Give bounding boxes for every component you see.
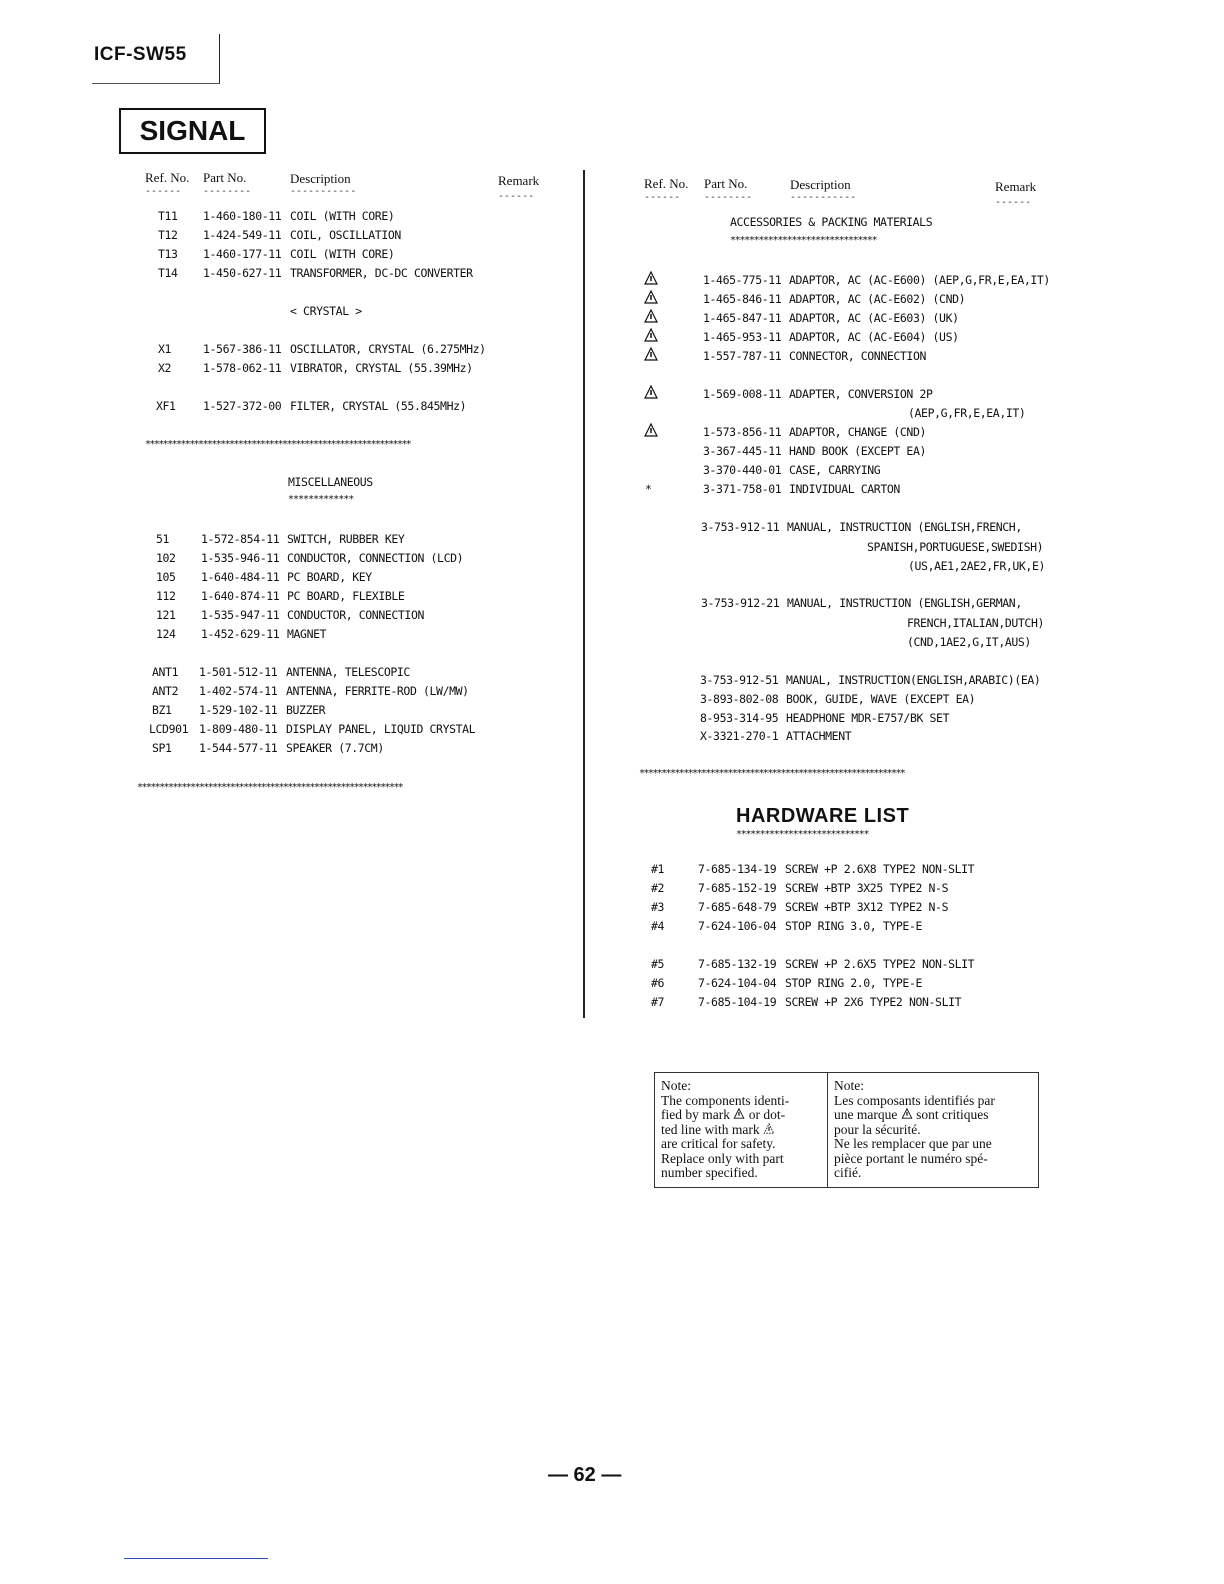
part-no: 1-465-847-11 [703, 311, 782, 325]
hardware-stars: **************************** [736, 829, 869, 840]
note-line: Ne les remplacer que par une [834, 1136, 992, 1151]
col-desc-header: Description [790, 177, 851, 192]
dash-rule: ------ [995, 197, 1032, 208]
part-no: 1-460-180-11 [203, 209, 282, 223]
col-ref-header: Ref. No. [145, 170, 190, 185]
safety-warning-icon [644, 290, 658, 304]
description: SCREW +BTP 3X12 TYPE2 N-S [785, 900, 949, 914]
description: SPEAKER (7.7CM) [286, 741, 384, 755]
description: HAND BOOK (EXCEPT EA) [789, 444, 926, 458]
description: ANTENNA, FERRITE-ROD (LW/MW) [286, 684, 469, 698]
description: SCREW +P 2.6X5 TYPE2 NON-SLIT [785, 957, 975, 971]
description-cont: (CND,1AE2,G,IT,AUS) [907, 635, 1031, 649]
ref-no: #1 [651, 862, 665, 876]
ref-no: 105 [156, 570, 176, 584]
dash-rule: -------- [203, 186, 252, 197]
part-no: 7-624-106-04 [698, 919, 777, 933]
part-no: 1-460-177-11 [203, 247, 282, 261]
safety-warning-icon [644, 423, 658, 437]
dash-rule: ------ [145, 186, 182, 197]
ref-no: 124 [156, 627, 176, 641]
description: ADAPTOR, AC (AC-E600) (AEP,G,FR,E,EA,IT) [789, 273, 1050, 287]
description: ANTENNA, TELESCOPIC [286, 665, 410, 679]
description: PC BOARD, FLEXIBLE [287, 589, 405, 603]
accessories-subtitle: ACCESSORIES & PACKING MATERIALS [730, 215, 933, 229]
description: ADAPTOR, AC (AC-E604) (US) [789, 330, 959, 344]
part-no: 1-465-953-11 [703, 330, 782, 344]
description: STOP RING 3.0, TYPE-E [785, 919, 922, 933]
ref-no: 121 [156, 608, 176, 622]
dash-rule: ----------- [290, 186, 357, 197]
ref-no: T14 [158, 266, 178, 280]
ref-no: ANT1 [152, 665, 179, 679]
description: SWITCH, RUBBER KEY [287, 532, 405, 546]
description: STOP RING 2.0, TYPE-E [785, 976, 922, 990]
safety-warning-icon [644, 271, 658, 285]
accessories-stars: ******************************* [730, 235, 877, 246]
ref-no: 51 [156, 532, 170, 546]
part-no: 3-371-758-01 [703, 482, 782, 496]
description-cont: FRENCH,ITALIAN,DUTCH) [907, 616, 1044, 630]
note-line: pour la sécurité. [834, 1121, 921, 1137]
crystal-subtitle: < CRYSTAL > [290, 304, 362, 318]
note-line: The components identi- [661, 1092, 790, 1108]
part-no: 1-529-102-11 [199, 703, 278, 717]
part-no: 1-535-946-11 [201, 551, 280, 565]
part-no: 1-450-627-11 [203, 266, 282, 280]
safety-warning-icon [644, 347, 658, 361]
part-no: 7-685-134-19 [698, 862, 777, 876]
safety-warning-icon [644, 309, 658, 323]
note-english [655, 1073, 828, 1187]
description: COIL, OSCILLATION [290, 228, 401, 242]
description: FILTER, CRYSTAL (55.845MHz) [290, 399, 467, 413]
description: CASE, CARRYING [789, 463, 881, 477]
safety-warning-icon [644, 328, 658, 342]
part-no: 7-685-648-79 [698, 900, 777, 914]
part-no: 1-640-874-11 [201, 589, 280, 603]
part-no: 1-535-947-11 [201, 608, 280, 622]
ref-no: #6 [651, 976, 665, 990]
description: ADAPTOR, AC (AC-E603) (UK) [789, 311, 959, 325]
part-no: 1-402-574-11 [199, 684, 278, 698]
part-no: 1-557-787-11 [703, 349, 782, 363]
part-no: 7-685-132-19 [698, 957, 777, 971]
description: OSCILLATOR, CRYSTAL (6.275MHz) [290, 342, 486, 356]
description-cont: (US,AE1,2AE2,FR,UK,E) [908, 559, 1045, 573]
description: ADAPTOR, CHANGE (CND) [789, 425, 926, 439]
description: CONDUCTOR, CONNECTION (LCD) [287, 551, 464, 565]
part-no: 7-685-152-19 [698, 881, 777, 895]
part-no: 1-578-062-11 [203, 361, 282, 375]
part-no: 1-809-480-11 [199, 722, 278, 736]
col-desc-header: Description [290, 171, 351, 186]
part-no: 3-753-912-51 [700, 673, 779, 687]
misc-stars: ************* [288, 494, 354, 505]
description: DISPLAY PANEL, LIQUID CRYSTAL [286, 722, 476, 736]
description-cont: (AEP,G,FR,E,EA,IT) [908, 406, 1026, 420]
note-title: Note: [661, 1078, 691, 1093]
description: VIBRATOR, CRYSTAL (55.39MHz) [290, 361, 473, 375]
description: BOOK, GUIDE, WAVE (EXCEPT EA) [786, 692, 976, 706]
description: INDIVIDUAL CARTON [789, 482, 900, 496]
separator-stars: ************************************************************ [639, 768, 905, 779]
dash-rule: ------ [498, 191, 535, 202]
note-line: Les composants identifiés par [834, 1092, 995, 1108]
ref-no: #3 [651, 900, 665, 914]
misc-subtitle: MISCELLANEOUS [288, 475, 373, 489]
safety-warning-icon [763, 1123, 775, 1134]
part-no: 3-367-445-11 [703, 444, 782, 458]
description-cont: SPANISH,PORTUGUESE,SWEDISH) [867, 540, 1044, 554]
separator-stars: ************************************************************ [145, 439, 411, 450]
description: HEADPHONE MDR-E757/BK SET [786, 711, 950, 725]
safety-warning-icon [901, 1108, 913, 1119]
description: ATTACHMENT [786, 729, 852, 743]
safety-warning-icon [733, 1108, 745, 1119]
part-no: X-3321-270-1 [700, 729, 779, 743]
ref-no: T11 [158, 209, 178, 223]
part-no: 8-953-314-95 [700, 711, 779, 725]
ref-no: ANT2 [152, 684, 179, 698]
model-divider [219, 34, 220, 84]
description: CONNECTOR, CONNECTION [789, 349, 926, 363]
part-no: 7-624-104-04 [698, 976, 777, 990]
part-no: 3-753-912-11 [701, 520, 780, 534]
description: SCREW +BTP 3X25 TYPE2 N-S [785, 881, 949, 895]
model-name: ICF-SW55 [94, 44, 187, 65]
ref-no: SP1 [152, 741, 172, 755]
col-remark-header: Remark [995, 179, 1037, 194]
col-part-header: Part No. [704, 176, 748, 191]
col-remark-header: Remark [498, 173, 540, 188]
part-no: 1-452-629-11 [201, 627, 280, 641]
part-no: 3-370-440-01 [703, 463, 782, 477]
hardware-list-title: HARDWARE LIST [736, 805, 910, 827]
ref-no: #7 [651, 995, 665, 1009]
part-no: 1-572-854-11 [201, 532, 280, 546]
note-line: number specified. [661, 1165, 758, 1180]
description: SCREW +P 2X6 TYPE2 NON-SLIT [785, 995, 962, 1009]
note-line: pièce portant le numéro spé- [834, 1150, 988, 1166]
note-title: Note: [834, 1078, 864, 1093]
ref-no: #5 [651, 957, 665, 971]
safety-note-box [654, 1072, 1039, 1188]
note-line: are critical for safety. [661, 1136, 776, 1151]
safety-warning-icon [644, 385, 658, 399]
col-ref-header: Ref. No. [644, 176, 689, 191]
description: BUZZER [286, 703, 326, 717]
part-no: 1-465-775-11 [703, 273, 782, 287]
page-number: — 62 — [548, 1464, 622, 1486]
col-part-header: Part No. [203, 170, 247, 185]
bottom-rule [124, 1558, 268, 1559]
description: MANUAL, INSTRUCTION (ENGLISH,FRENCH, [787, 520, 1022, 534]
part-no: 3-753-912-21 [701, 596, 780, 610]
column-divider [583, 170, 585, 1018]
dash-rule: ----------- [790, 192, 857, 203]
part-no: 1-567-386-11 [203, 342, 282, 356]
ref-no: X1 [158, 342, 172, 356]
description: MAGNET [287, 627, 327, 641]
part-no: 7-685-104-19 [698, 995, 777, 1009]
part-no: 1-573-856-11 [703, 425, 782, 439]
description: PC BOARD, KEY [287, 570, 372, 584]
description: CONDUCTOR, CONNECTION [287, 608, 424, 622]
part-no: 1-544-577-11 [199, 741, 278, 755]
description: COIL (WITH CORE) [290, 247, 395, 261]
ref-no: 102 [156, 551, 176, 565]
ref-no: T13 [158, 247, 178, 261]
ref-no: #2 [651, 881, 665, 895]
ref-no: 112 [156, 589, 176, 603]
new-part-mark: * [645, 482, 652, 496]
note-line: fied by mark or dot- [661, 1107, 786, 1122]
description: ADAPTER, CONVERSION 2P [789, 387, 933, 401]
dash-rule: -------- [704, 192, 753, 203]
part-no: 3-893-802-08 [700, 692, 779, 706]
description: MANUAL, INSTRUCTION(ENGLISH,ARABIC)(EA) [786, 673, 1041, 687]
note-french [828, 1073, 1038, 1187]
section-title: SIGNAL [119, 108, 266, 154]
description: SCREW +P 2.6X8 TYPE2 NON-SLIT [785, 862, 975, 876]
dash-rule: ------ [644, 192, 681, 203]
description: ADAPTOR, AC (AC-E602) (CND) [789, 292, 966, 306]
ref-no: BZ1 [152, 703, 172, 717]
part-no: 1-569-008-11 [703, 387, 782, 401]
ref-no: X2 [158, 361, 172, 375]
description: MANUAL, INSTRUCTION (ENGLISH,GERMAN, [787, 596, 1022, 610]
ref-no: XF1 [156, 399, 176, 413]
model-underline [92, 83, 220, 84]
note-line: Replace only with part [661, 1150, 784, 1166]
ref-no: T12 [158, 228, 178, 242]
description: COIL (WITH CORE) [290, 209, 395, 223]
separator-stars: ************************************************************ [137, 782, 403, 793]
part-no: 1-424-549-11 [203, 228, 282, 242]
note-line: ted line with mark [661, 1123, 821, 1138]
ref-no: #4 [651, 919, 665, 933]
part-no: 1-527-372-00 [203, 399, 282, 413]
description: TRANSFORMER, DC-DC CONVERTER [290, 266, 473, 280]
part-no: 1-640-484-11 [201, 570, 280, 584]
note-line: une marque sont critiques [834, 1107, 989, 1122]
part-no: 1-501-512-11 [199, 665, 278, 679]
part-no: 1-465-846-11 [703, 292, 782, 306]
ref-no: LCD901 [149, 722, 189, 736]
note-line: cifié. [834, 1165, 862, 1180]
